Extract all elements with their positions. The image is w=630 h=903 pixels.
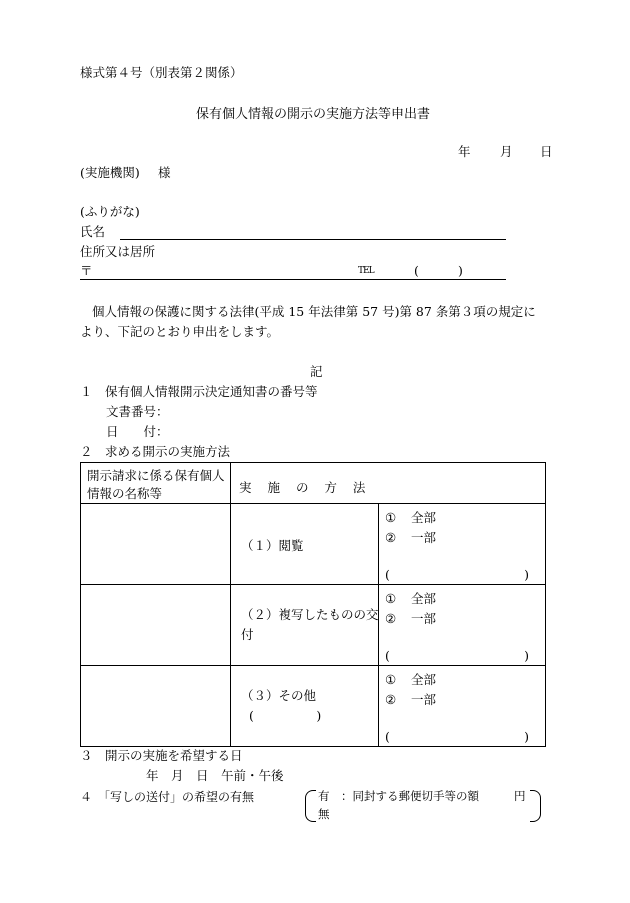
right-brace [530,790,541,822]
detail-paren-open: ( [385,648,390,663]
method-other-detail[interactable]: ( ) [249,708,322,723]
document-number-label: 文書番号： [106,404,169,419]
methods-table [80,462,546,747]
ki-mark: 記 [310,364,323,379]
tel-paren-open: ( [414,263,419,278]
method-view: （１）閲覧 [241,538,304,553]
table-row [81,504,546,585]
date-year: 年 [458,144,471,159]
date-month: 月 [500,144,513,159]
detail-paren-close: ) [524,567,529,582]
info-name-cell[interactable] [81,585,231,666]
option-mark-1: ① [385,591,397,606]
header-info-name: 開示請求に係る保有個人情報の名称等 [87,468,225,501]
option-mark-1: ① [385,672,397,687]
detail-paren-open: ( [385,729,390,744]
addressee-label: (実施機関) [80,165,140,180]
yen-label: 円 [514,789,526,803]
option-mark-2: ② [385,692,397,707]
notice-date-label: 日 付： [106,424,169,439]
table-row [81,666,546,747]
send-copy-yes[interactable]: 有 ：同封する郵便切手等の額 [318,789,479,803]
name-label: 氏名 [80,224,106,239]
table-row [81,585,546,666]
preferred-date-line[interactable]: 年 月 日 午前・午後 [146,768,284,783]
info-name-cell[interactable] [81,666,231,747]
name-underline [120,239,506,240]
method-copy: （２）複写したものの交付 [241,607,379,642]
detail-paren-close: ) [524,648,529,663]
info-name-cell[interactable] [81,504,231,585]
option-mark-1: ① [385,510,397,525]
option-all[interactable]: 全部 [411,672,437,687]
option-mark-2: ② [385,611,397,626]
tel-label: TEL [358,266,374,276]
option-all[interactable]: 全部 [411,510,437,525]
detail-paren-open: ( [385,567,390,582]
furigana-label: (ふりがな) [80,204,140,219]
method-other: （３）その他 [241,688,317,703]
option-part[interactable]: 一部 [411,530,437,545]
address-underline [80,279,506,280]
section3-heading: ３ 開示の実施を希望する日 [80,748,243,763]
postal-mark: 〒 [80,263,93,278]
option-all[interactable]: 全部 [411,591,437,606]
tel-paren-close: ) [458,263,463,278]
form-id: 様式第４号（別表第２関係） [80,65,243,80]
section4-heading: ４ 「写しの送付」の希望の有無 [80,790,255,804]
addressee-suffix: 様 [158,165,171,180]
detail-paren-close: ) [524,729,529,744]
option-part[interactable]: 一部 [411,692,437,707]
send-copy-no[interactable]: 無 [318,807,330,821]
section2-heading: ２ 求める開示の実施方法 [80,444,231,459]
section1-heading: １ 保有個人情報開示決定通知書の番号等 [80,384,318,399]
left-brace [305,790,316,822]
body-line-1: 個人情報の保護に関する法律(平成 15 年法律第 57 号)第 87 条第３項の規定に [92,304,536,319]
date-day: 日 [540,144,553,159]
table-header-row [81,463,546,504]
option-part[interactable]: 一部 [411,611,437,626]
header-method: 実 施 の 方 法 [239,480,372,495]
address-label: 住所又は居所 [80,244,156,259]
option-mark-2: ② [385,530,397,545]
body-line-2: より、下記のとおり申出をします。 [80,324,280,339]
page-title: 保有個人情報の開示の実施方法等申出書 [196,107,431,122]
